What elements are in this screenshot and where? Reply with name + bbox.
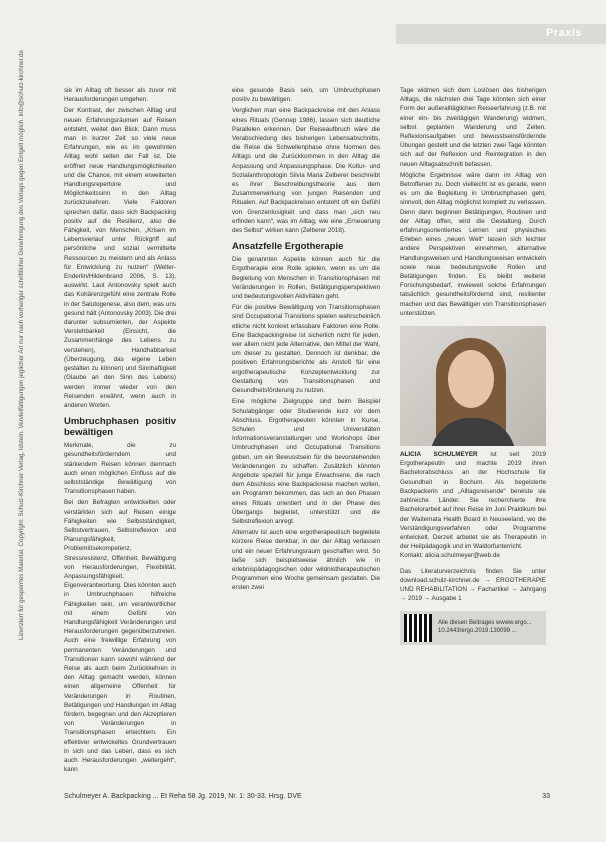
subheading: Umbruchphasen positiv bewältigen [64, 416, 176, 439]
citation: Schulmeyer A. Backpacking ... Et Reha 58 Jg. 2019, Nr. 1: 30-33. Hrsg. DVE [64, 793, 302, 800]
paragraph: Alternativ ist auch eine ergotherapeutisch begleitete kürzere Reise denkbar, in der der Alltag verlassen und ein neuer Erfahrungsraum geschaffen wird. So ließe sich beispielsweise ähnlich wie in erlebnispädagogischen oder wildnistherapeutischen Programmen eine Woche gemeinsam gestalten. Die ersten zwei [232, 529, 380, 592]
column-3 [400, 86, 546, 645]
literature-note: Das Literaturverzeichnis finden Sie unter download.schulz-kirchner.de → ERGOTHERAPIE UND REHABILITATION → Fachartikel → Jahrgang → 2019 → Ausgabe 1 [400, 567, 546, 603]
paragraph: eine gesunde Basis sein, um Umbruchphasen positiv zu bewältigen. [232, 87, 380, 104]
paragraph: Bei den Befragten entwickelten oder verstärkten sich auf Reisen einige Fähigkeiten wie Selbstständigkeit, Selbstvertrauen, Selbstreflexion und Planungsfähigkeit, Problemlösekompetenz, Stressresistenz, Offenheit, Bewältigung von Herausforderungen, Flexibilität, Anpassungsfähigkeit. Eigenverantwortung. Dies könnten auch in Umbruchphasen hilfreiche Fähigkeiten sein, um verantwortlicher mit einem Gefühl von Handlungsfähigkeit Veränderungen und Herausforderungen gegenüberzutreten. Auch eine freiwillige Erfahrung von permanenten Veränderungen und Transitionen kann sowohl während der Reise als auch beim Zurückkehren in den Alltag gemacht werden, können einen allgemeine Offenheit für Veränderungen in Routinen, Betätigungen und Handlungen im Alltag fördern, begegnen und den Akzeptieren von Veränderungen in Transitionsphasen erleichtern. Ein effektiver entwickeltes Grundvertrauen in sich und das Leben, dass es sich auch Herausforderungen „weitergeht“, kann [64, 499, 176, 774]
page-number: 33 [542, 793, 550, 800]
qr-code-icon[interactable] [404, 614, 432, 642]
paragraph: Der Kontrast, der zwischen Alltag und neuen Erfahrungsräumen auf Reisen entsteht, weitet den Blick. Dann muss man in kurzer Zeit so viele neue Erfahrungen, wie es im gewohnten Alltag wohl selten der Fall ist. Die eröffnet neue Handlungsmöglichkeiten und die Chance, mit einem erweiterten Handlungsrepertoire und Möglichkeitssinn in den Alltag zurückzukehren. Viele Faktoren sprechen dafür, dass sich Backpacking positiv auf die Resilienz, also die Fähigkeit, von Menschen, „Krisen im Lebensverlauf unter Rückgriff auf persönliche und sozial vermittelte Ressourcen zu meistern und als Anlass für Entwicklung zu nutzen“ (Welter-Enderlin/Hildenbrand 2006, S. 13), auswirkt. Laut Antonovsky spielt auch das Kohärenzgefühl eine zentrale Rolle in der Salutogenese, also dem, was uns gesund hält (Antonovsky 2003). Die drei darunter subsumierten, der Aspekte Verstehbarkeit (Einsicht, die Zusammenhänge des Lebens zu verstehen), Handhabbarkeit (Überzeugung, das eigene Leben gestalten zu können) und Sinnhaftigkeit (Glaube an den Sinn des Lebens) werden immer wieder von den Reisenden erwähnt, wenn auch in anderen Worten. [64, 107, 177, 409]
column-1 [64, 86, 176, 776]
subheading: Ansatzfelle Ergotherapie [232, 241, 344, 253]
author-name: ALICIA SCHULMEYER [400, 451, 478, 459]
paragraph: Die genannten Aspekte können auch für die Ergotherapie eine Rolle spielen, wenn es um die Begleitung von Menschen in Transitionsphasen mit Veränderungen in Rollen, Betätigungsperspektiven und bedeutungsvollen Aktivitäten geht. [232, 256, 380, 301]
section-label: Praxis [545, 27, 582, 39]
footer [64, 793, 550, 800]
paragraph: Merkmale, die zu gesundheitsförderndem und stärkendem Reisen können demnach auch einen möglichen Einfluss auf die selbstständige Bewältigung von Transitionsphasen haben. [64, 442, 176, 496]
paragraph: Tage widmen sich dem Loslösen des bisherigen Alltags, die nächsten drei Tage könnten sich einer Form der außeralltäglichen Reiseerfahrung (z.B. mit einer ein- bis zweitägigen Wanderung) widmen, selbst geplanten Wanderung und Zeiten. Reflexionsaufgaben und bewusstseinsfördernde Übungen gestellt und die letzten zwei Tage könnten sich auf der Reflexion und Reintegration in den neuen Alltagsabschnitt befassen. [400, 87, 546, 168]
paragraph: sie im Alltag oft besser als zuvor mit Herausforderungen umgehen. [64, 87, 176, 104]
qr-text: 10.2443/ergo.2019.130099 ... [438, 628, 517, 635]
qr-text: Alle diesen Beitrages wwww.ergo... [438, 620, 532, 627]
author-bio [400, 450, 546, 560]
author-text: ist seit 2019 Ergotherapeutin und machte 2019 ihren Bachelorabschluss an der Hochschule für Gesundheit in Bochum. Als begeisterte Backpackerin und „Alltagsreisende“ bereiste sie zahlreiche Länder. Sie recherchierte ihre Bachelorarbeit auf ihrer Reise im Juni Praktikum bei der Waitemata Health Board in Neuseeland, wo die Verständigungsverfahren oder Programme entwickelt. Derzeit arbeitet sie als Therapeutin in der Heilpädagogik und im Waldorfunterricht. [400, 451, 547, 551]
qr-box [400, 611, 546, 645]
paragraph: Mögliche Ergebnisse wäre dann im Alltag von Betroffenen zu. Doch vielleicht ist es gerade, wenn es um die Begleitung in Umbruchphasen geht, sinnvoll, den Alltag möglichst komplett zu verlassen. Denn dann beginnen Betätigungen, Routinen und der Alltag offen, wird die Gestaltung. Durch erfahrungsorientiertes Lernen und physisches Erleben eines „neuen Welt“ lassen sich leichter andere Perspektiven einnehmen, alternative Handlungsweisen und Handlungsweisen entwickeln sowie neue bedeutungsvolle Rollen und Betätigungen finden. Es bleibt weiterer Forschungsbedarf, inwieweit solche Erfahrungen tatsächlich gesundheitsfördernd sind, resilienter machen und das Bewältigen von Transitionsphasen unterstützen. [400, 171, 546, 317]
column-2 [232, 86, 380, 595]
copyright-sidebar: Lizenziert für gesperrtes Material. Copyright: Schulz-Kirchner Verlag, Idstein. Vervielfältigungen jeglicher Art nur nach vorheriger schriftlicher Genehmigung des Verlags gegen Entgelt möglich. info@schulz-kirchner.de [18, 50, 25, 640]
paragraph: Verglichen man eine Backpackreise mit den Anlass eines Rituals (Gennep 1986), lassen sich deutliche Parallelen erkennen. Der Reiseaufbruch wäre die Verabschiedung des bisherigen Lebensabschnitts, die Reise die Schwellenphase ohne Normen des Alltags und die Zurückkommen in den Alltag die Anpassung und Anpassungsphase. Die Kultur- und Sozialanthropologin Silvia Maria Zelberer beschreibt es ihrer Beschreibungstheorie aus dem Zusammenwirkung von jungen Reisenden und Ritualen. Auf Backpackreisen entsteht oft ein Gefühl von Grenzenlosigkeit und dass man „sich neu erfinden kann“, was im Alltag, wie eine „Erneuerung des Selbst“ wirken kann (Zelberer 2018). [232, 107, 380, 235]
paragraph: Für die positive Bewältigung von Transitionsphasen sind Occupational Transitions spielen wahrscheinlich etliche nicht konkret erfassbare Faktoren eine Rolle. Eine Backpackingreise ist sicherlich nicht für jeden, wer allem nicht jede Alternative, den Mittel der Wahl, um dieser zu gestalten. Dennoch ist denkbar, die positiven Erfahrungsberichte als Anstoß für eine ergotherapeutische Konzeptentwicklung zur Gestaltung von Transitionsphasen und Gesundheitsförderung zu nutzen. [232, 304, 380, 395]
section-tag [396, 24, 606, 44]
paragraph: Eine mögliche Zielgruppe sind beim Beispiel Schulabgänger oder Studierende kurz vor dem Abschluss. Ergotherapeuten könnten in Kurse, Schulen und Universitäten Informationsveranstaltungen und Workshops über Umbruchphasen und Occupational Transitions geben, um ein Bewusstsein für die bevorstehenden Veränderungen zu schaffen. Zusätzlich könnten Angebote speziell für junge Erwachsene, die nach dem Abschluss eine Backpackreise machen wollen, ein Programm bekommen, das sich an den Phasen eines Rituals orientiert und in der Phase des Übergangs begleitet, unterstützt und die Selbstreflexion anregt. [232, 398, 380, 525]
author-contact: Kontakt: alicia.schulmeyer@web.de [400, 552, 500, 560]
author-photo [400, 326, 546, 446]
